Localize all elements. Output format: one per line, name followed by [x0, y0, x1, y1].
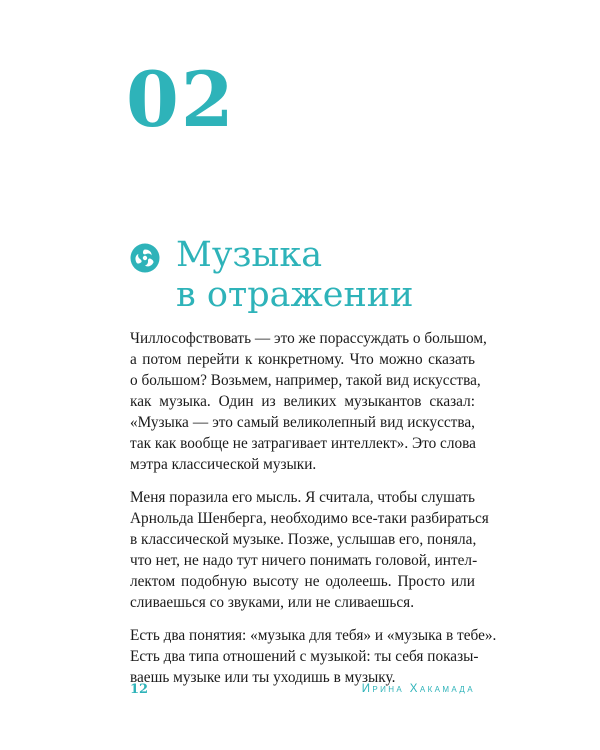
paragraph-3 — [130, 625, 497, 688]
section-title-line-2: в отражении — [176, 275, 414, 315]
text-line: Арнольда Шенберга, необходимо все-таки разбираться — [130, 510, 489, 527]
music-swirl-icon — [130, 243, 160, 273]
text-line: «Музыка — это самый великолепный вид искусства, — [130, 414, 475, 431]
paragraph-1 — [130, 328, 487, 475]
text-line: ваешь музыке или ты уходишь в музыку. — [130, 669, 396, 686]
text-line: что нет, не надо тут ничего понимать головой, интел- — [130, 552, 478, 569]
section-title-line-1: Музыка — [176, 235, 323, 275]
text-line: в классической музыке. Позже, услышав его, поняла, — [130, 531, 477, 548]
body-text — [130, 328, 497, 700]
text-line: как музыка. Один из великих музыкантов сказал: — [130, 393, 475, 410]
section-title — [176, 235, 413, 315]
text-line: Чиллософствовать — это же порассуждать о большом, — [130, 330, 487, 347]
text-line: Меня поразила его мысль. Я считала, чтобы слушать — [130, 489, 476, 506]
text-line: а потом перейти к конкретному. Что можно сказать — [130, 351, 475, 368]
text-line: Есть два типа отношений с музыкой: ты себя показы- — [130, 648, 479, 665]
text-line: так как вообще не затрагивает интеллект». Это слова — [130, 435, 476, 452]
text-line: мэтра классической музыки. — [130, 456, 317, 473]
page-number: 12 — [130, 682, 149, 697]
text-line: Есть два понятия: «музыка для тебя» и «музыка в тебе». — [130, 627, 497, 644]
text-line: сливаешься со звуками, или не сливаешься. — [130, 594, 415, 611]
running-header-author: Ирина Хакамада — [361, 683, 475, 695]
paragraph-2 — [130, 487, 489, 613]
chapter-number: 02 — [126, 55, 236, 144]
text-line: лектом подобную высоту не одолеешь. Просто или — [130, 573, 475, 590]
text-line: о большом? Возьмем, например, такой вид искусства, — [130, 372, 481, 389]
